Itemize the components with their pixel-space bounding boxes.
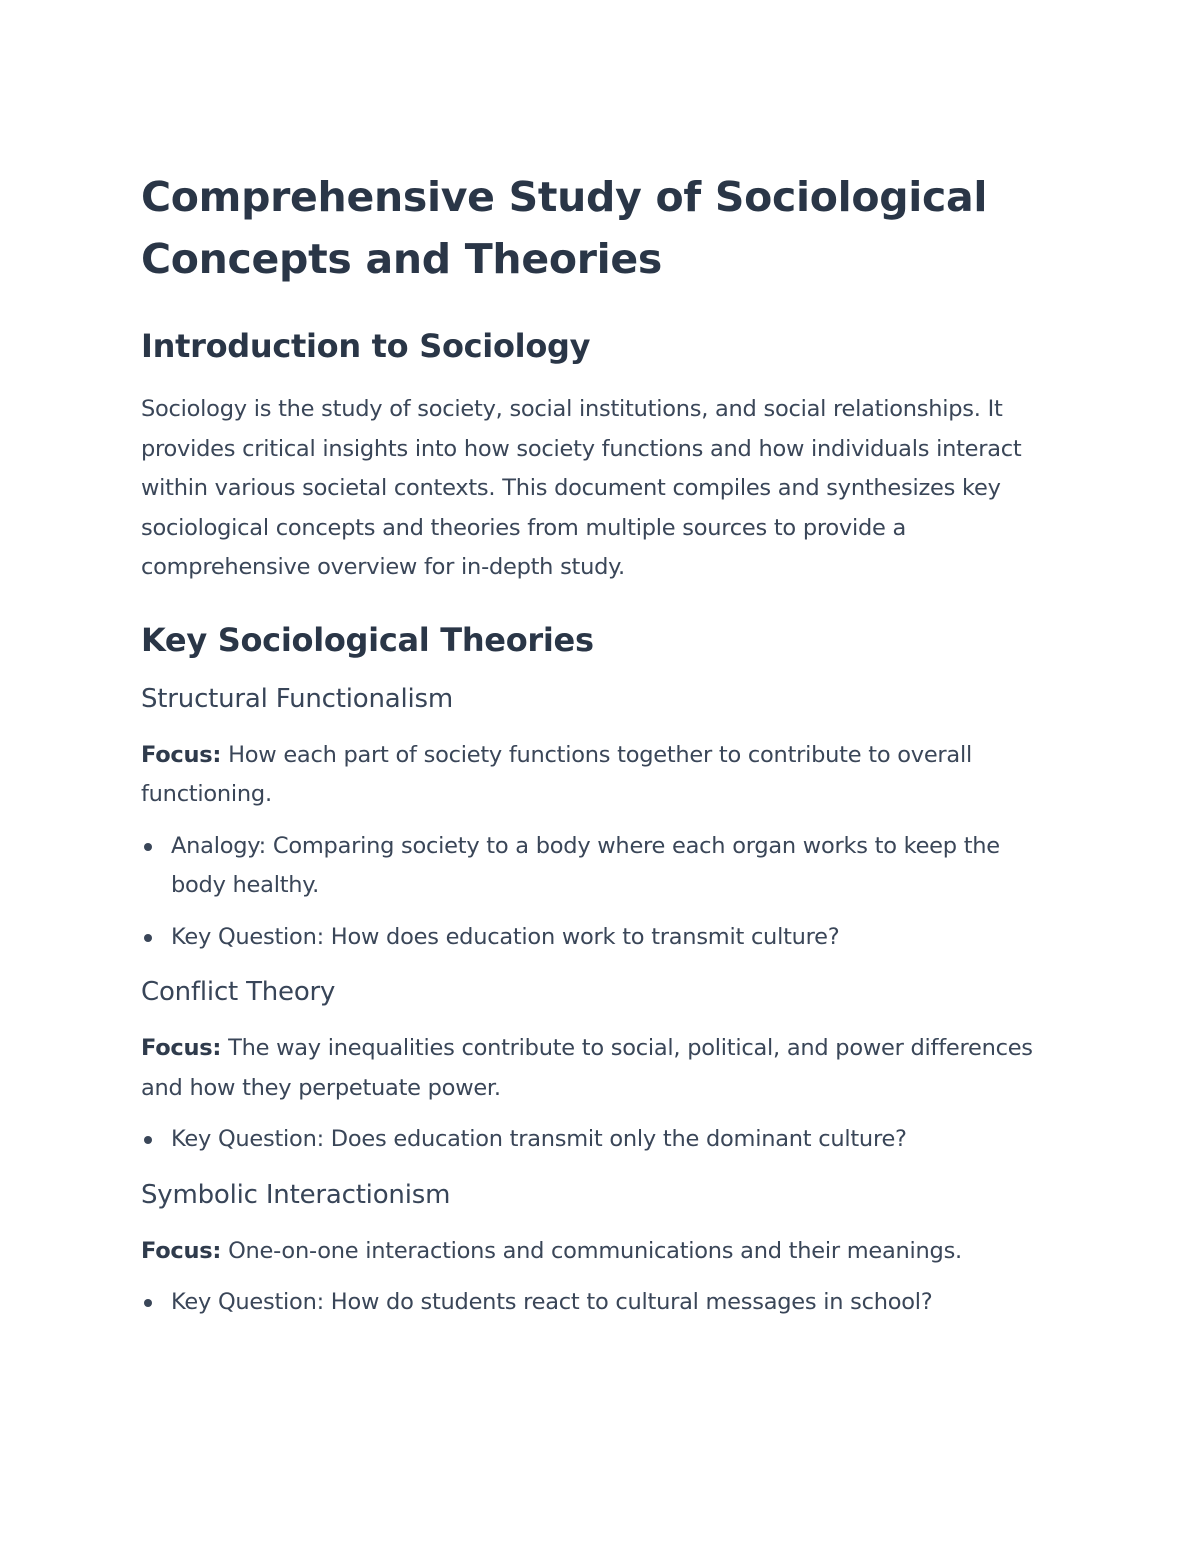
document-page (141, 166, 1061, 1323)
focus-text: One-on-one interactions and communications and their meanings. (221, 1237, 962, 1264)
focus-text: How each part of society functions together to contribute to overall functioning. (141, 741, 972, 807)
subsection-heading-structural-functionalism: Structural Functionalism (141, 683, 453, 714)
list-item (141, 1283, 1061, 1323)
section-heading-introduction: Introduction to Sociology (141, 327, 591, 365)
subsection-heading-conflict-theory: Conflict Theory (141, 977, 336, 1007)
bullet-dot-icon (144, 934, 152, 942)
list-item (141, 1120, 1061, 1160)
focus-label: Focus: (141, 741, 222, 768)
bullet-dot-icon (144, 1136, 152, 1144)
list-item (141, 918, 1061, 958)
list-item-text: Analogy: Comparing society to a body where each organ works to keep the body healthy. (171, 832, 1000, 898)
focus-paragraph (141, 736, 1061, 815)
document-title: Comprehensive Study of Sociological Concepts and Theories (141, 173, 988, 283)
section-heading-theories: Key Sociological Theories (141, 620, 594, 659)
focus-paragraph (141, 1232, 1061, 1272)
focus-label: Focus: (141, 1237, 222, 1264)
bullet-list (141, 1283, 1061, 1323)
list-item (141, 827, 1061, 906)
focus-text: The way inequalities contribute to social, political, and power differences and how they perpetuate power. (141, 1035, 1033, 1101)
bullet-list (141, 1120, 1061, 1160)
bullet-list (141, 827, 1061, 958)
bullet-dot-icon (144, 1299, 152, 1307)
focus-paragraph (141, 1029, 1061, 1108)
list-item-text: Key Question: How do students react to cultural messages in school? (171, 1289, 933, 1315)
introduction-paragraph: Sociology is the study of society, social institutions, and social relationships. It provides critical insights into how society functions and how individuals interact within various societal contexts. This document compiles and synthesizes key sociological concepts and theories from multiple sources to provide a comprehensive overview for in-depth study. (141, 396, 1022, 580)
list-item-text: Key Question: How does education work to transmit culture? (171, 923, 840, 950)
bullet-dot-icon (144, 843, 152, 851)
list-item-text: Key Question: Does education transmit only the dominant culture? (171, 1126, 907, 1152)
focus-label: Focus: (141, 1035, 222, 1061)
subsection-heading-symbolic-interactionism: Symbolic Interactionism (141, 1179, 451, 1210)
